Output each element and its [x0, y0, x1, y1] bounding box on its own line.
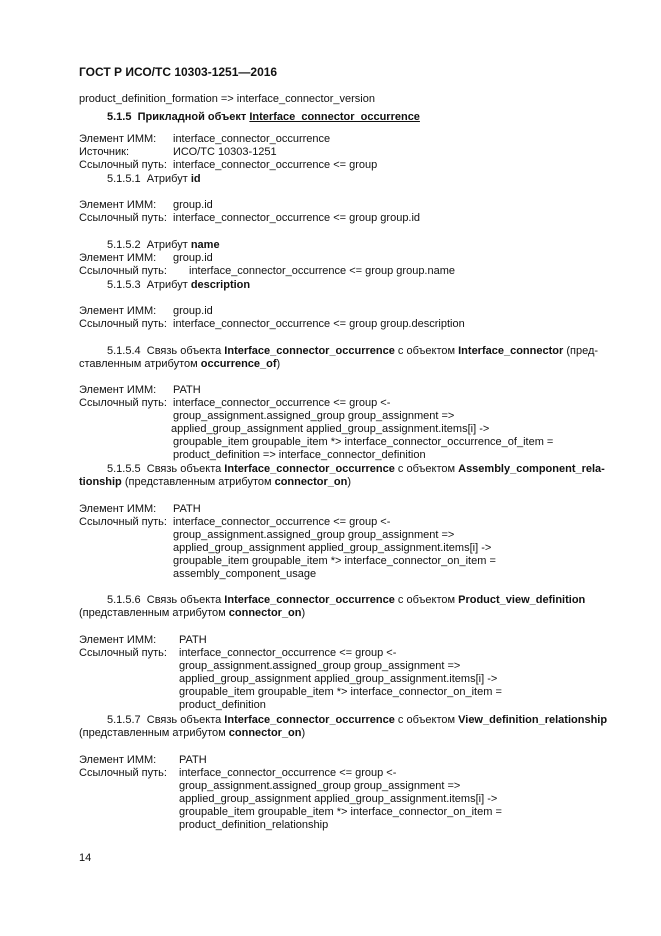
- heading-text: с объектом: [394, 345, 459, 357]
- aim-element-label: Элемент ИММ:: [79, 133, 157, 145]
- section-5-1-5-2-heading: [107, 239, 220, 252]
- heading-text: Связь объекта: [146, 345, 225, 357]
- section-5-1-5-3-heading: [107, 279, 250, 292]
- section-number: 5.1.5.7: [107, 714, 141, 726]
- entity-name: Product_view_definition: [458, 594, 586, 606]
- intro-mapping-line: product_definition_formation => interface_connector_version: [79, 93, 375, 105]
- entity-name: View_definition_relationship: [458, 714, 608, 726]
- heading-text: Атрибут: [146, 279, 191, 291]
- heading-text: (представленным атрибутом: [79, 607, 229, 619]
- aim-element-value: group.id: [173, 305, 213, 317]
- heading-text: (представленным атрибутом: [121, 476, 275, 488]
- section-5-1-5-7-heading: [107, 714, 607, 727]
- heading-text: с объектом: [394, 594, 459, 606]
- reference-path-line: applied_group_assignment applied_group_assignment.items[i] ->: [171, 423, 490, 435]
- reference-path-line: applied_group_assignment applied_group_assignment.items[i] ->: [173, 542, 492, 554]
- page-number: 14: [79, 852, 92, 864]
- heading-text: ): [347, 476, 351, 488]
- heading-continuation: [79, 476, 351, 489]
- reference-path-line: interface_connector_occurrence <= group <-: [173, 397, 391, 409]
- section-5-1-5-5-heading: [107, 463, 605, 476]
- aim-element-value: PATH: [173, 503, 201, 515]
- aim-element-value: PATH: [173, 384, 201, 396]
- attribute-name: description: [190, 279, 251, 291]
- reference-path-label: Ссылочный путь:: [79, 516, 167, 528]
- heading-text: Атрибут: [146, 239, 191, 251]
- document-header: ГОСТ Р ИСО/ТС 10303-1251—2016: [79, 65, 278, 79]
- entity-name: Interface_connector_occurrence: [224, 345, 395, 357]
- heading-text: с объектом: [394, 714, 459, 726]
- reference-path-value: interface_connector_occurrence <= group group.id: [173, 212, 421, 224]
- aim-element-label: Элемент ИММ:: [79, 252, 157, 264]
- reference-path-line: interface_connector_occurrence <= group <-: [173, 516, 391, 528]
- section-5-1-5-6-heading: [107, 594, 585, 607]
- heading-text: Атрибут: [146, 173, 191, 185]
- heading-text: ): [301, 607, 306, 619]
- section-5-1-5-1-heading: [107, 173, 201, 186]
- reference-path-line: product_definition_relationship: [179, 819, 329, 831]
- heading-text: (пред-: [563, 345, 599, 357]
- reference-path-label: Ссылочный путь:: [79, 212, 167, 224]
- reference-path-line: group_assignment.assigned_group group_assignment =>: [179, 660, 461, 672]
- section-number: 5.1.5.2: [107, 239, 141, 251]
- attribute-name: connector_on: [274, 476, 348, 488]
- reference-path-label: Ссылочный путь:: [79, 265, 167, 277]
- section-number: 5.1.5.1: [107, 173, 141, 185]
- reference-path-line: groupable_item groupable_item *> interface_connector_on_item =: [179, 806, 502, 818]
- reference-path-label: Ссылочный путь:: [79, 647, 167, 659]
- aim-element-label: Элемент ИММ:: [79, 634, 157, 646]
- attribute-name: id: [190, 173, 201, 185]
- entity-name: Interface_connector_occurrence: [224, 594, 395, 606]
- attribute-name: connector_on: [228, 727, 302, 739]
- section-5-1-5-4-heading: [107, 345, 598, 358]
- reference-path-label: Ссылочный путь:: [79, 318, 167, 330]
- section-5-1-5-heading: [107, 111, 420, 124]
- aim-element-value: PATH: [179, 634, 207, 646]
- attribute-name: connector_on: [228, 607, 302, 619]
- reference-path-line: assembly_component_usage: [173, 568, 317, 580]
- section-number: 5.1.5: [107, 111, 132, 123]
- reference-path-label: Ссылочный путь:: [79, 767, 167, 779]
- reference-path-label: Ссылочный путь:: [79, 159, 167, 171]
- entity-name: Interface_connector: [458, 345, 564, 357]
- heading-text: ): [276, 358, 281, 370]
- heading-text: Связь объекта: [146, 594, 225, 606]
- source-value: ИСО/ТС 10303-1251: [173, 146, 277, 158]
- aim-element-value: interface_connector_occurrence: [173, 133, 331, 145]
- aim-element-value: group.id: [173, 199, 213, 211]
- reference-path-value: interface_connector_occurrence <= group: [173, 159, 378, 171]
- heading-continuation: [79, 727, 305, 740]
- reference-path-line: group_assignment.assigned_group group_assignment =>: [173, 529, 455, 541]
- reference-path-line: group_assignment.assigned_group group_assignment =>: [179, 780, 461, 792]
- section-number: 5.1.5.3: [107, 279, 141, 291]
- heading-continuation: [79, 607, 305, 620]
- reference-path-value: interface_connector_occurrence <= group group.name: [189, 265, 456, 277]
- entity-name: tionship: [79, 476, 122, 488]
- heading-text: Прикладной объект: [137, 111, 250, 123]
- source-label: Источник:: [79, 146, 130, 158]
- section-number: 5.1.5.5: [107, 463, 141, 475]
- aim-element-value: PATH: [179, 754, 207, 766]
- heading-text: (представленным атрибутом: [79, 727, 229, 739]
- aim-element-label: Элемент ИММ:: [79, 384, 157, 396]
- heading-continuation: [79, 358, 280, 371]
- aim-element-label: Элемент ИММ:: [79, 199, 157, 211]
- reference-path-line: interface_connector_occurrence <= group <-: [179, 767, 397, 779]
- entity-name: Interface_connector_occurrence: [249, 111, 420, 123]
- entity-name: Interface_connector_occurrence: [224, 463, 395, 475]
- reference-path-line: product_definition => interface_connector_definition: [173, 449, 426, 461]
- section-number: 5.1.5.4: [107, 345, 141, 357]
- entity-name: Interface_connector_occurrence: [224, 714, 395, 726]
- heading-text: ): [301, 727, 306, 739]
- entity-name: Assembly_component_rela-: [458, 463, 605, 475]
- heading-text: Связь объекта: [146, 463, 225, 475]
- heading-text: Связь объекта: [146, 714, 225, 726]
- reference-path-label: Ссылочный путь:: [79, 397, 167, 409]
- aim-element-value: group.id: [173, 252, 213, 264]
- reference-path-line: groupable_item groupable_item *> interface_connector_occurrence_of_item =: [173, 436, 554, 448]
- reference-path-line: applied_group_assignment applied_group_assignment.items[i] ->: [179, 793, 498, 805]
- reference-path-line: product_definition: [179, 699, 266, 711]
- section-number: 5.1.5.6: [107, 594, 141, 606]
- attribute-name: occurrence_of: [200, 358, 277, 370]
- reference-path-line: group_assignment.assigned_group group_assignment =>: [173, 410, 455, 422]
- reference-path-line: interface_connector_occurrence <= group <-: [179, 647, 397, 659]
- aim-element-label: Элемент ИММ:: [79, 754, 157, 766]
- attribute-name: name: [190, 239, 220, 251]
- aim-element-label: Элемент ИММ:: [79, 305, 157, 317]
- reference-path-line: groupable_item groupable_item *> interface_connector_on_item =: [173, 555, 496, 567]
- reference-path-line: groupable_item groupable_item *> interface_connector_on_item =: [179, 686, 502, 698]
- heading-text: ставленным атрибутом: [79, 358, 201, 370]
- heading-text: с объектом: [394, 463, 459, 475]
- aim-element-label: Элемент ИММ:: [79, 503, 157, 515]
- reference-path-line: applied_group_assignment applied_group_assignment.items[i] ->: [179, 673, 498, 685]
- reference-path-value: interface_connector_occurrence <= group group.description: [173, 318, 465, 330]
